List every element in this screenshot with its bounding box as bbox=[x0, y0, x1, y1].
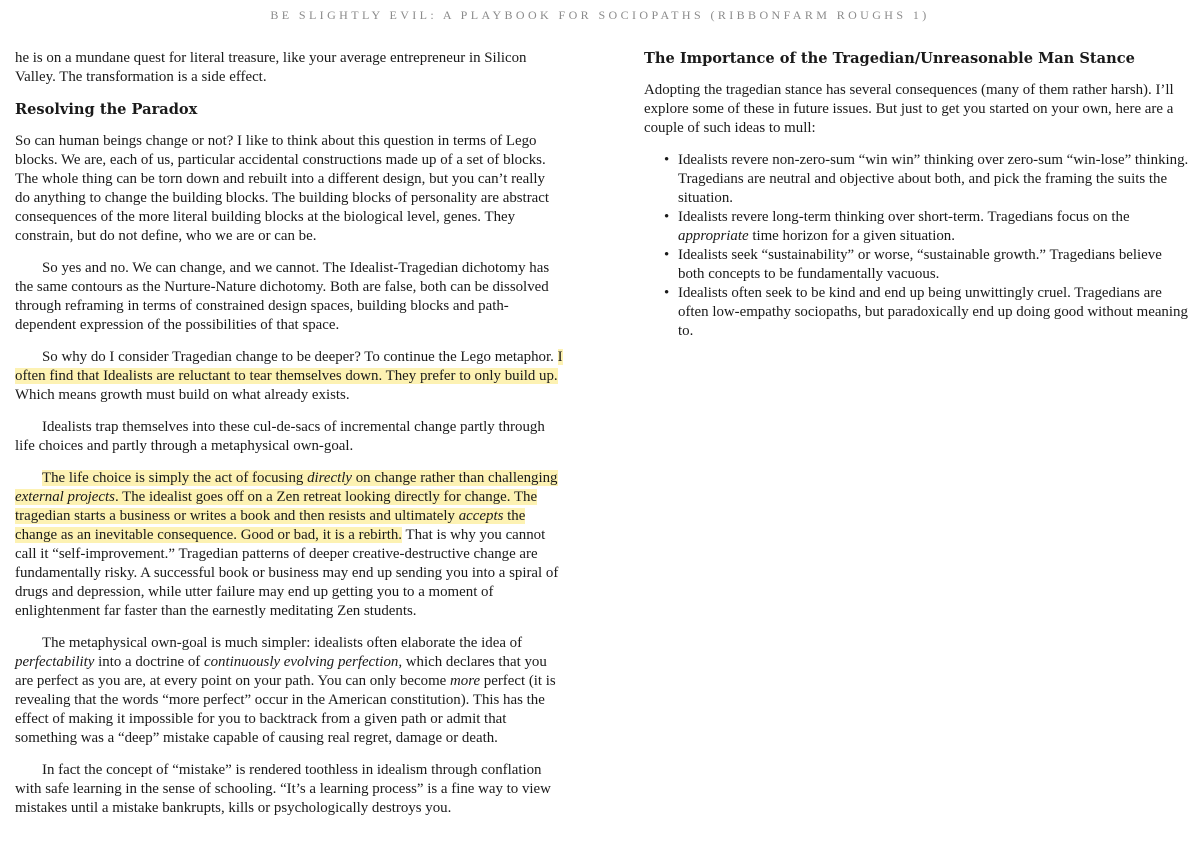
list-item bbox=[664, 246, 1192, 284]
list-item-text: Idealists often seek to be kind and end up being unwittingly cruel. Tragedians are often low-empathy sociopaths, but paradoxically end up doing good without meaning to. bbox=[678, 285, 1188, 339]
bullet-icon: • bbox=[664, 247, 670, 263]
paragraph-mistake bbox=[15, 761, 563, 818]
paragraph-text: Idealists trap themselves into these cul-de-sacs of incremental change partly through life choices and partly through a metaphysical own-goal. bbox=[15, 419, 545, 454]
list-item-text: time horizon for a given situation. bbox=[748, 228, 955, 244]
running-header: BE SLIGHTLY EVIL: A PLAYBOOK FOR SOCIOPATHS (RIBBONFARM ROUGHS 1) bbox=[270, 8, 930, 22]
paragraph-text: Adopting the tragedian stance has several consequences (many of them rather harsh). I’ll explore some of these in future issues. But just to get you started on your own, here are a couple of such ideas to mull: bbox=[644, 82, 1174, 136]
paragraph-text: into a doctrine of bbox=[94, 654, 204, 670]
paragraph-text: So yes and no. We can change, and we cannot. The Idealist-Tragedian dichotomy has the same contours as the Nurture-Nature dichotomy. Both are false, both can be dissolved through reframing in terms of constrained design spaces, building blocks and path-dependent expression of the possibilities of that space. bbox=[15, 260, 550, 333]
highlight-text: on change rather than challenging bbox=[352, 470, 558, 486]
highlight-text: the change as an inevitable consequence. Good or bad, it is a rebirth. bbox=[15, 508, 526, 543]
paragraph-cul-de-sacs bbox=[15, 418, 563, 456]
bullet-icon: • bbox=[664, 152, 670, 168]
paragraph-text: which declares that you are perfect as you are, at every point on your path. You can only become bbox=[15, 654, 547, 689]
paragraph-text: So can human beings change or not? I like to think about this question in terms of Lego blocks. We are, each of us, particular accidental constructions made up of a set of blocks. The whole thing can be torn down and rebuilt into a different design, but you can’t really do anything to change the building blocks. The building blocks of personality are abstract consequences of the more literal building blocks at the biological level, genes. They constrain, but do not define, who we are or can be. bbox=[15, 133, 550, 244]
section-heading-importance: The Importance of the Tragedian/Unreasonable Man Stance bbox=[644, 50, 1135, 67]
paragraph-text: So why do I consider Tragedian change to be deeper? To continue the Lego metaphor. bbox=[42, 349, 558, 365]
paragraph-text: In fact the concept of “mistake” is rendered toothless in idealism through conflation with safe learning in the sense of schooling. “It’s a learning process” is a fine way to view mistakes until a mistake bankrupts, kills or psychologically destroys you. bbox=[15, 762, 551, 816]
emphasis-text: external projects bbox=[15, 489, 115, 505]
highlight-passage: I often find that Idealists are reluctant to tear themselves down. They prefer to only build up. bbox=[15, 349, 563, 384]
paragraph-continuation bbox=[15, 49, 563, 87]
paragraph-text: Which means growth must build on what already exists. bbox=[15, 387, 350, 403]
list-item bbox=[664, 284, 1192, 341]
section-heading-resolving-paradox: Resolving the Paradox bbox=[15, 101, 198, 118]
emphasis-text: accepts bbox=[458, 508, 504, 524]
paragraph-lego-blocks bbox=[15, 132, 563, 246]
list-item-text: Idealists revere long-term thinking over short-term. Tragedians focus on the bbox=[678, 209, 1130, 225]
paragraph-life-choice bbox=[15, 469, 563, 621]
paragraph-text: perfect (it is revealing that the words “more perfect” occur in the American constitution). This has the effect of making it impossible for you to backtrack from a given path or admit that something was a “deep” mistake capable of causing real regret, damage or death. bbox=[15, 673, 556, 746]
bullet-icon: • bbox=[664, 285, 670, 301]
paragraph-text: That is why you cannot call it “self-improvement.” Tragedian patterns of deeper creative-destructive change are fundamentally risky. A successful book or business may end up sending you into a spiral of drugs and depression, while utter failure may end up getting you to a moment of enlightenment far faster than the earnestly meditating Zen students. bbox=[15, 527, 559, 619]
bullet-list bbox=[644, 151, 1192, 341]
highlight-text: The life choice is simply the act of focusing bbox=[42, 470, 308, 486]
paragraph-tragedian-change bbox=[15, 348, 563, 405]
emphasis-text: directly bbox=[307, 470, 352, 486]
emphasis-text: continuously evolving perfection, bbox=[203, 654, 403, 670]
left-column bbox=[15, 49, 563, 831]
highlight-text: . The idealist goes off on a Zen retreat looking directly for change. The tragedian starts a business or writes a book and then resists and ultimately bbox=[15, 489, 538, 524]
emphasis-text: more bbox=[450, 673, 481, 689]
paragraph-text: he is on a mundane quest for literal treasure, like your average entrepreneur in Silicon Valley. The transformation is a side effect. bbox=[15, 50, 527, 85]
paragraph-metaphysical-own-goal bbox=[15, 634, 563, 748]
list-item bbox=[664, 151, 1192, 208]
paragraph-text: The metaphysical own-goal is much simpler: idealists often elaborate the idea of bbox=[42, 635, 523, 651]
list-item-text: Idealists seek “sustainability” or worse, “sustainable growth.” Tragedians believe both concepts to be fundamentally vacuous. bbox=[678, 247, 1162, 282]
emphasis-text: appropriate bbox=[678, 228, 749, 244]
right-column bbox=[644, 49, 1192, 341]
paragraph-yes-and-no bbox=[15, 259, 563, 335]
list-item-text: Idealists revere non-zero-sum “win win” thinking over zero-sum “win-lose” thinking. Tragedians are neutral and objective about both, and pick the framing the suits the situation. bbox=[678, 152, 1189, 206]
emphasis-text: perfectability bbox=[15, 654, 95, 670]
list-item bbox=[664, 208, 1192, 246]
paragraph-intro bbox=[644, 81, 1192, 138]
bullet-icon: • bbox=[664, 209, 670, 225]
